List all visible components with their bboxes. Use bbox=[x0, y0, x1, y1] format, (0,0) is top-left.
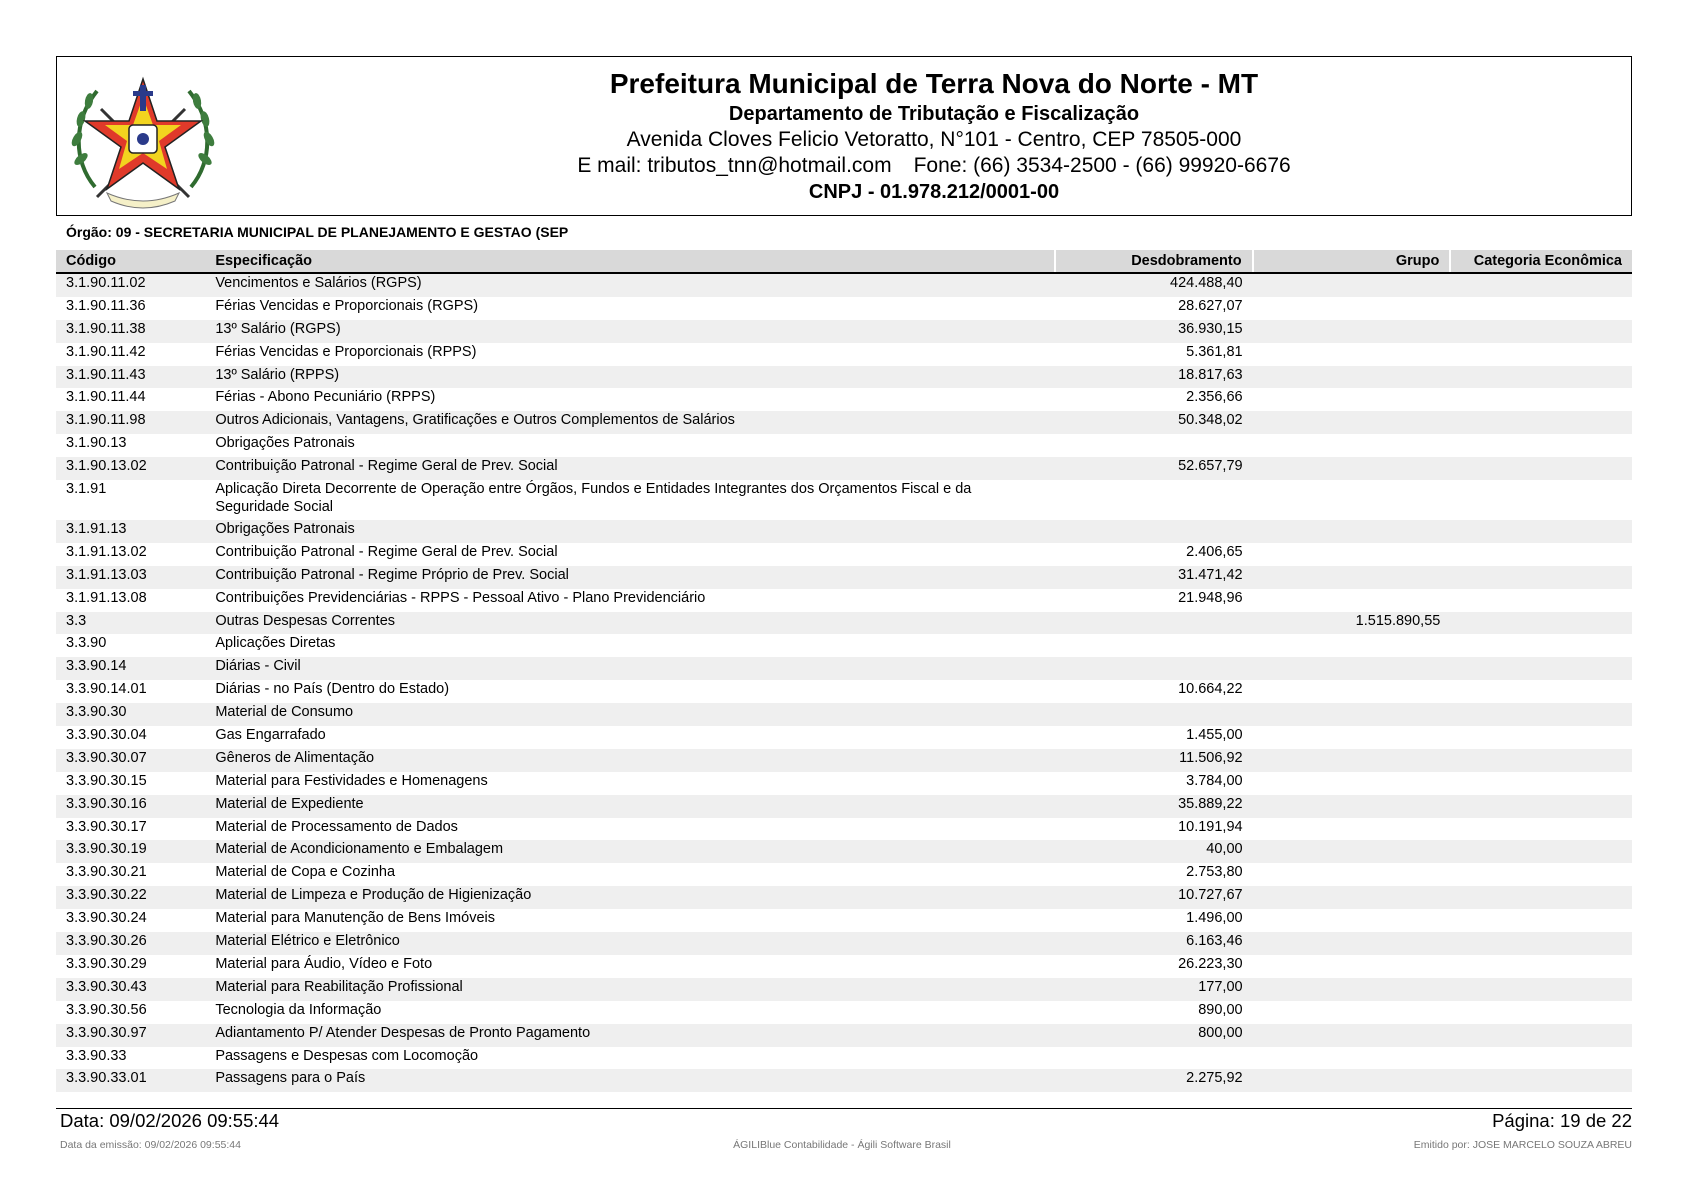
cell-codigo: 3.1.90.11.98 bbox=[56, 411, 205, 434]
cell-desdobramento: 35.889,22 bbox=[1055, 795, 1253, 818]
cell-desdobramento: 11.506,92 bbox=[1055, 749, 1253, 772]
cell-categoria bbox=[1450, 273, 1632, 297]
cell-grupo bbox=[1253, 320, 1451, 343]
cell-codigo: 3.3.90.30.22 bbox=[56, 886, 205, 909]
cell-codigo: 3.3.90.30.56 bbox=[66, 1001, 147, 1018]
cell-especificacao: Material para Áudio, Vídeo e Foto bbox=[215, 955, 433, 972]
cell-grupo bbox=[1253, 955, 1451, 978]
cell-grupo bbox=[1253, 909, 1451, 932]
cell-codigo: 3.1.91.13.03 bbox=[56, 566, 205, 589]
table-row bbox=[56, 840, 1632, 863]
cell-codigo: 3.3.90.30.43 bbox=[56, 978, 205, 1001]
department-name: Departamento de Tributação e Fiscalização bbox=[728, 103, 1140, 125]
cell-grupo bbox=[1253, 543, 1451, 566]
cell-categoria bbox=[1450, 863, 1632, 886]
cell-categoria bbox=[1450, 297, 1632, 320]
cell-codigo: 3.1.91.13.02 bbox=[66, 543, 147, 560]
cell-grupo bbox=[1253, 863, 1451, 886]
cell-codigo: 3.3.90.30 bbox=[56, 703, 205, 726]
cell-codigo: 3.3.90.14.01 bbox=[66, 681, 147, 698]
cell-desdobramento bbox=[1055, 1047, 1253, 1070]
footer-emission-date: Data da emissão: 09/02/2026 09:55:44 bbox=[60, 1139, 241, 1151]
cell-especificacao: Adiantamento P/ Atender Despesas de Pronto Pagamento bbox=[205, 1024, 1055, 1047]
cell-codigo: 3.3.90.30.24 bbox=[66, 910, 147, 927]
cell-categoria bbox=[1450, 680, 1632, 703]
cell-codigo: 3.3.90.30.04 bbox=[66, 727, 147, 744]
cell-desdobramento: 31.471,42 bbox=[1055, 566, 1253, 589]
cell-especificacao: Gas Engarrafado bbox=[215, 727, 326, 744]
cell-codigo: 3.3.90.30.26 bbox=[56, 932, 205, 955]
table-row bbox=[56, 955, 1632, 978]
cell-grupo bbox=[1253, 680, 1451, 703]
cell-desdobramento: 52.657,79 bbox=[1055, 457, 1253, 480]
cell-especificacao: Obrigações Patronais bbox=[205, 520, 1055, 543]
cell-especificacao: Contribuição Patronal - Regime Geral de Prev. Social bbox=[215, 543, 558, 560]
cell-categoria bbox=[1450, 657, 1632, 680]
cell-codigo: 3.3.90.30.16 bbox=[56, 795, 205, 818]
table-row bbox=[56, 589, 1632, 612]
phone-text: Fone: (66) 3534-2500 - (66) 99920-6676 bbox=[913, 154, 1291, 177]
table-row bbox=[56, 749, 1632, 772]
cell-desdobramento bbox=[1055, 434, 1253, 457]
cell-codigo: 3.1.90.13.02 bbox=[56, 457, 205, 480]
table-row bbox=[56, 1047, 1632, 1070]
cell-grupo bbox=[1253, 1047, 1451, 1070]
cell-grupo bbox=[1253, 480, 1451, 520]
cell-grupo bbox=[1253, 366, 1451, 389]
cell-codigo: 3.3.90.30.19 bbox=[56, 840, 205, 863]
table-row bbox=[56, 566, 1632, 589]
table-row bbox=[56, 932, 1632, 955]
cell-categoria bbox=[1450, 886, 1632, 909]
table-row bbox=[56, 520, 1632, 543]
cell-desdobramento: 3.784,00 bbox=[1186, 772, 1243, 789]
municipality-title: Prefeitura Municipal de Terra Nova do Norte - MT bbox=[609, 68, 1259, 99]
table-row bbox=[56, 863, 1632, 886]
cell-categoria bbox=[1450, 795, 1632, 818]
cell-desdobramento bbox=[1055, 657, 1253, 680]
cell-grupo bbox=[1253, 772, 1451, 795]
cell-categoria bbox=[1450, 726, 1632, 749]
cell-categoria bbox=[1450, 1069, 1632, 1092]
table-row bbox=[56, 366, 1632, 389]
cell-especificacao: Passagens e Despesas com Locomoção bbox=[215, 1047, 479, 1064]
col-header-desdobramento: Desdobramento bbox=[1055, 250, 1253, 273]
cell-desdobramento: 36.930,15 bbox=[1055, 320, 1253, 343]
cell-especificacao: Material de Copa e Cozinha bbox=[215, 864, 396, 881]
cell-grupo bbox=[1253, 457, 1451, 480]
report-header bbox=[56, 56, 1632, 216]
cell-desdobramento: 2.275,92 bbox=[1055, 1069, 1253, 1092]
table-body bbox=[56, 273, 1632, 1092]
table-row bbox=[56, 320, 1632, 343]
table-row bbox=[56, 343, 1632, 366]
cell-especificacao: Passagens para o País bbox=[205, 1069, 1055, 1092]
cell-grupo bbox=[1253, 566, 1451, 589]
table-row bbox=[56, 1001, 1632, 1024]
cell-grupo bbox=[1253, 1001, 1451, 1024]
cell-codigo: 3.3.90.30.21 bbox=[66, 864, 147, 881]
cell-especificacao: Material de Expediente bbox=[205, 795, 1055, 818]
table-row bbox=[56, 795, 1632, 818]
cell-especificacao: Material para Festividades e Homenagens bbox=[215, 772, 488, 789]
cell-grupo: 1.515.890,55 bbox=[1253, 612, 1451, 635]
cell-codigo: 3.1.91.13 bbox=[56, 520, 205, 543]
table-row bbox=[56, 818, 1632, 841]
cell-codigo: 3.1.91 bbox=[66, 481, 107, 498]
cell-categoria bbox=[1450, 434, 1632, 457]
coat-of-arms-icon bbox=[67, 69, 219, 209]
cell-grupo bbox=[1253, 657, 1451, 680]
cell-desdobramento: 800,00 bbox=[1055, 1024, 1253, 1047]
cell-categoria bbox=[1450, 909, 1632, 932]
cell-desdobramento bbox=[1055, 520, 1253, 543]
cell-categoria bbox=[1450, 411, 1632, 434]
contact-line bbox=[297, 153, 1571, 179]
cell-especificacao: Obrigações Patronais bbox=[215, 435, 355, 452]
cell-especificacao: Contribuições Previdenciárias - RPPS - Pessoal Ativo - Plano Previdenciário bbox=[215, 589, 706, 606]
cell-codigo: 3.3.90 bbox=[66, 635, 107, 652]
cell-desdobramento: 1.455,00 bbox=[1186, 727, 1243, 744]
cell-especificacao: Férias Vencidas e Proporcionais (RPPS) bbox=[215, 343, 477, 360]
cell-especificacao: Material para Manutenção de Bens Imóveis bbox=[215, 910, 495, 927]
table-header-row bbox=[56, 250, 1632, 273]
cell-codigo: 3.3 bbox=[56, 612, 205, 635]
cell-desdobramento: 6.163,46 bbox=[1055, 932, 1253, 955]
cell-grupo bbox=[1253, 749, 1451, 772]
table-row bbox=[56, 726, 1632, 749]
cell-categoria bbox=[1450, 343, 1632, 366]
table-row bbox=[56, 297, 1632, 320]
cell-especificacao: Férias Vencidas e Proporcionais (RGPS) bbox=[215, 297, 479, 314]
cell-especificacao: Outras Despesas Correntes bbox=[205, 612, 1055, 635]
cell-categoria bbox=[1450, 520, 1632, 543]
cell-desdobramento: 40,00 bbox=[1055, 840, 1253, 863]
cell-desdobramento: 2.753,80 bbox=[1186, 864, 1243, 881]
cell-especificacao: 13º Salário (RGPS) bbox=[205, 320, 1055, 343]
cell-grupo bbox=[1253, 726, 1451, 749]
table-row bbox=[56, 388, 1632, 411]
footer-page-number: Página: 19 de 22 bbox=[1492, 1110, 1632, 1131]
header-text-block bbox=[297, 67, 1571, 205]
table-row bbox=[56, 772, 1632, 795]
cell-grupo bbox=[1253, 818, 1451, 841]
cell-codigo: 3.3.90.30.07 bbox=[56, 749, 205, 772]
cell-especificacao: Aplicação Direta Decorrente de Operação entre Órgãos, Fundos e Entidades Integrantes dos Orçamentos Fiscal e da Seguridade Social bbox=[215, 481, 972, 516]
cell-categoria bbox=[1450, 566, 1632, 589]
table-row bbox=[56, 1024, 1632, 1047]
cell-especificacao: Material de Limpeza e Produção de Higienização bbox=[205, 886, 1055, 909]
cell-desdobramento: 10.664,22 bbox=[1178, 681, 1243, 698]
col-header-categoria: Categoria Econômica bbox=[1450, 250, 1632, 273]
cell-codigo: 3.1.90.11.44 bbox=[66, 389, 146, 406]
cell-grupo bbox=[1253, 1069, 1451, 1092]
cell-categoria bbox=[1450, 612, 1632, 635]
cell-categoria bbox=[1450, 978, 1632, 1001]
table-row bbox=[56, 657, 1632, 680]
email-text: E mail: tributos_tnn@hotmail.com bbox=[577, 154, 892, 177]
table-row bbox=[56, 543, 1632, 566]
cell-desdobramento: 21.948,96 bbox=[1178, 589, 1243, 606]
cell-categoria bbox=[1450, 1024, 1632, 1047]
cell-especificacao: Tecnologia da Informação bbox=[215, 1001, 382, 1018]
cell-categoria bbox=[1450, 589, 1632, 612]
cell-desdobramento: 177,00 bbox=[1055, 978, 1253, 1001]
cell-desdobramento bbox=[1055, 634, 1253, 657]
cell-grupo bbox=[1253, 1024, 1451, 1047]
address-line: Avenida Cloves Felicio Vetoratto, N°101 - Centro, CEP 78505-000 bbox=[626, 128, 1242, 151]
cell-especificacao: Material de Consumo bbox=[205, 703, 1055, 726]
table-row bbox=[56, 634, 1632, 657]
cell-especificacao: Material de Acondicionamento e Embalagem bbox=[205, 840, 1055, 863]
cell-especificacao: Férias - Abono Pecuniário (RPPS) bbox=[215, 389, 436, 406]
cell-codigo: 3.1.90.11.42 bbox=[66, 343, 146, 360]
cell-grupo bbox=[1253, 932, 1451, 955]
expense-table bbox=[56, 250, 1632, 1092]
cell-desdobramento: 10.191,94 bbox=[1178, 818, 1243, 835]
cell-codigo: 3.3.90.14 bbox=[56, 657, 205, 680]
table-row bbox=[56, 480, 1632, 520]
cell-categoria bbox=[1450, 320, 1632, 343]
cell-grupo bbox=[1253, 978, 1451, 1001]
cell-grupo bbox=[1253, 343, 1451, 366]
col-header-codigo: Código bbox=[56, 250, 205, 273]
table-row bbox=[56, 612, 1632, 635]
cell-categoria bbox=[1450, 388, 1632, 411]
cell-categoria bbox=[1450, 955, 1632, 978]
footer-date: Data: 09/02/2026 09:55:44 bbox=[60, 1110, 280, 1131]
cell-codigo: 3.3.90.30.97 bbox=[56, 1024, 205, 1047]
table-row bbox=[56, 1069, 1632, 1092]
cell-codigo: 3.3.90.30.17 bbox=[66, 818, 147, 835]
cell-grupo bbox=[1253, 795, 1451, 818]
table-row bbox=[56, 434, 1632, 457]
cell-grupo bbox=[1253, 634, 1451, 657]
cell-especificacao: Diárias - no País (Dentro do Estado) bbox=[215, 681, 450, 698]
table-row bbox=[56, 886, 1632, 909]
cell-categoria bbox=[1450, 932, 1632, 955]
cell-codigo: 3.1.91.13.08 bbox=[66, 589, 147, 606]
cell-especificacao: Diárias - Civil bbox=[205, 657, 1055, 680]
cell-desdobramento: 10.727,67 bbox=[1055, 886, 1253, 909]
cell-grupo bbox=[1253, 703, 1451, 726]
cell-grupo bbox=[1253, 411, 1451, 434]
cell-especificacao: Vencimentos e Salários (RGPS) bbox=[205, 273, 1055, 297]
table-row bbox=[56, 273, 1632, 297]
cell-categoria bbox=[1450, 772, 1632, 795]
cell-categoria bbox=[1450, 480, 1632, 520]
cell-desdobramento bbox=[1055, 612, 1253, 635]
table-row bbox=[56, 457, 1632, 480]
cell-categoria bbox=[1450, 634, 1632, 657]
cell-categoria bbox=[1450, 703, 1632, 726]
cell-desdobramento: 26.223,30 bbox=[1178, 955, 1243, 972]
cell-categoria bbox=[1450, 1001, 1632, 1024]
cell-codigo: 3.1.90.11.38 bbox=[56, 320, 205, 343]
cell-categoria bbox=[1450, 840, 1632, 863]
table-row bbox=[56, 909, 1632, 932]
cell-desdobramento bbox=[1055, 703, 1253, 726]
cell-grupo bbox=[1253, 273, 1451, 297]
cell-desdobramento: 890,00 bbox=[1198, 1001, 1243, 1018]
cell-codigo: 3.3.90.33 bbox=[66, 1047, 127, 1064]
cell-categoria bbox=[1450, 543, 1632, 566]
cell-grupo bbox=[1253, 840, 1451, 863]
cell-desdobramento: 28.627,07 bbox=[1178, 297, 1243, 314]
cell-especificacao: Contribuição Patronal - Regime Geral de Prev. Social bbox=[205, 457, 1055, 480]
cell-codigo: 3.1.90.11.02 bbox=[56, 273, 205, 297]
cell-desdobramento bbox=[1055, 480, 1253, 520]
cell-grupo bbox=[1253, 589, 1451, 612]
cell-categoria bbox=[1450, 818, 1632, 841]
cell-grupo bbox=[1253, 388, 1451, 411]
cell-categoria bbox=[1450, 457, 1632, 480]
cell-categoria bbox=[1450, 1047, 1632, 1070]
cell-especificacao: Aplicações Diretas bbox=[215, 635, 336, 652]
col-header-grupo: Grupo bbox=[1253, 250, 1451, 273]
cell-codigo: 3.1.90.13 bbox=[66, 435, 127, 452]
cell-grupo bbox=[1253, 520, 1451, 543]
cell-categoria bbox=[1450, 749, 1632, 772]
cell-especificacao: Gêneros de Alimentação bbox=[205, 749, 1055, 772]
cell-codigo: 3.1.90.11.43 bbox=[56, 366, 205, 389]
cell-especificacao: 13º Salário (RPPS) bbox=[205, 366, 1055, 389]
footer-issuer: Emitido por: JOSE MARCELO SOUZA ABREU bbox=[1413, 1139, 1632, 1151]
footer-software: ÁGILIBlue Contabilidade - Ágili Software Brasil bbox=[733, 1139, 951, 1151]
cell-desdobramento: 424.488,40 bbox=[1055, 273, 1253, 297]
orgao-label: Órgão: 09 - SECRETARIA MUNICIPAL DE PLANEJAMENTO E GESTAO (SEP bbox=[66, 224, 569, 240]
col-header-especificacao: Especificação bbox=[205, 250, 1055, 273]
cnpj-line: CNPJ - 01.978.212/0001-00 bbox=[808, 181, 1060, 203]
table-row bbox=[56, 680, 1632, 703]
cell-grupo bbox=[1253, 434, 1451, 457]
table-row bbox=[56, 978, 1632, 1001]
cell-grupo bbox=[1253, 886, 1451, 909]
cell-especificacao: Material para Reabilitação Profissional bbox=[205, 978, 1055, 1001]
cell-desdobramento: 50.348,02 bbox=[1055, 411, 1253, 434]
cell-especificacao: Contribuição Patronal - Regime Próprio de Prev. Social bbox=[205, 566, 1055, 589]
cell-desdobramento: 2.406,65 bbox=[1186, 543, 1243, 560]
cell-desdobramento: 1.496,00 bbox=[1186, 910, 1243, 927]
cell-especificacao: Outros Adicionais, Vantagens, Gratificações e Outros Complementos de Salários bbox=[205, 411, 1055, 434]
cell-desdobramento: 2.356,66 bbox=[1186, 389, 1243, 406]
footer-divider bbox=[56, 1108, 1632, 1109]
cell-codigo: 3.3.90.30.15 bbox=[66, 772, 147, 789]
cell-desdobramento: 5.361,81 bbox=[1186, 343, 1243, 360]
cell-codigo: 3.3.90.30.29 bbox=[66, 955, 147, 972]
cell-codigo: 3.1.90.11.36 bbox=[66, 297, 146, 314]
cell-grupo bbox=[1253, 297, 1451, 320]
cell-especificacao: Material de Processamento de Dados bbox=[215, 818, 458, 835]
cell-codigo: 3.3.90.33.01 bbox=[56, 1069, 205, 1092]
cell-desdobramento: 18.817,63 bbox=[1055, 366, 1253, 389]
table-row bbox=[56, 703, 1632, 726]
table-row bbox=[56, 411, 1632, 434]
cell-especificacao: Material Elétrico e Eletrônico bbox=[205, 932, 1055, 955]
cell-categoria bbox=[1450, 366, 1632, 389]
